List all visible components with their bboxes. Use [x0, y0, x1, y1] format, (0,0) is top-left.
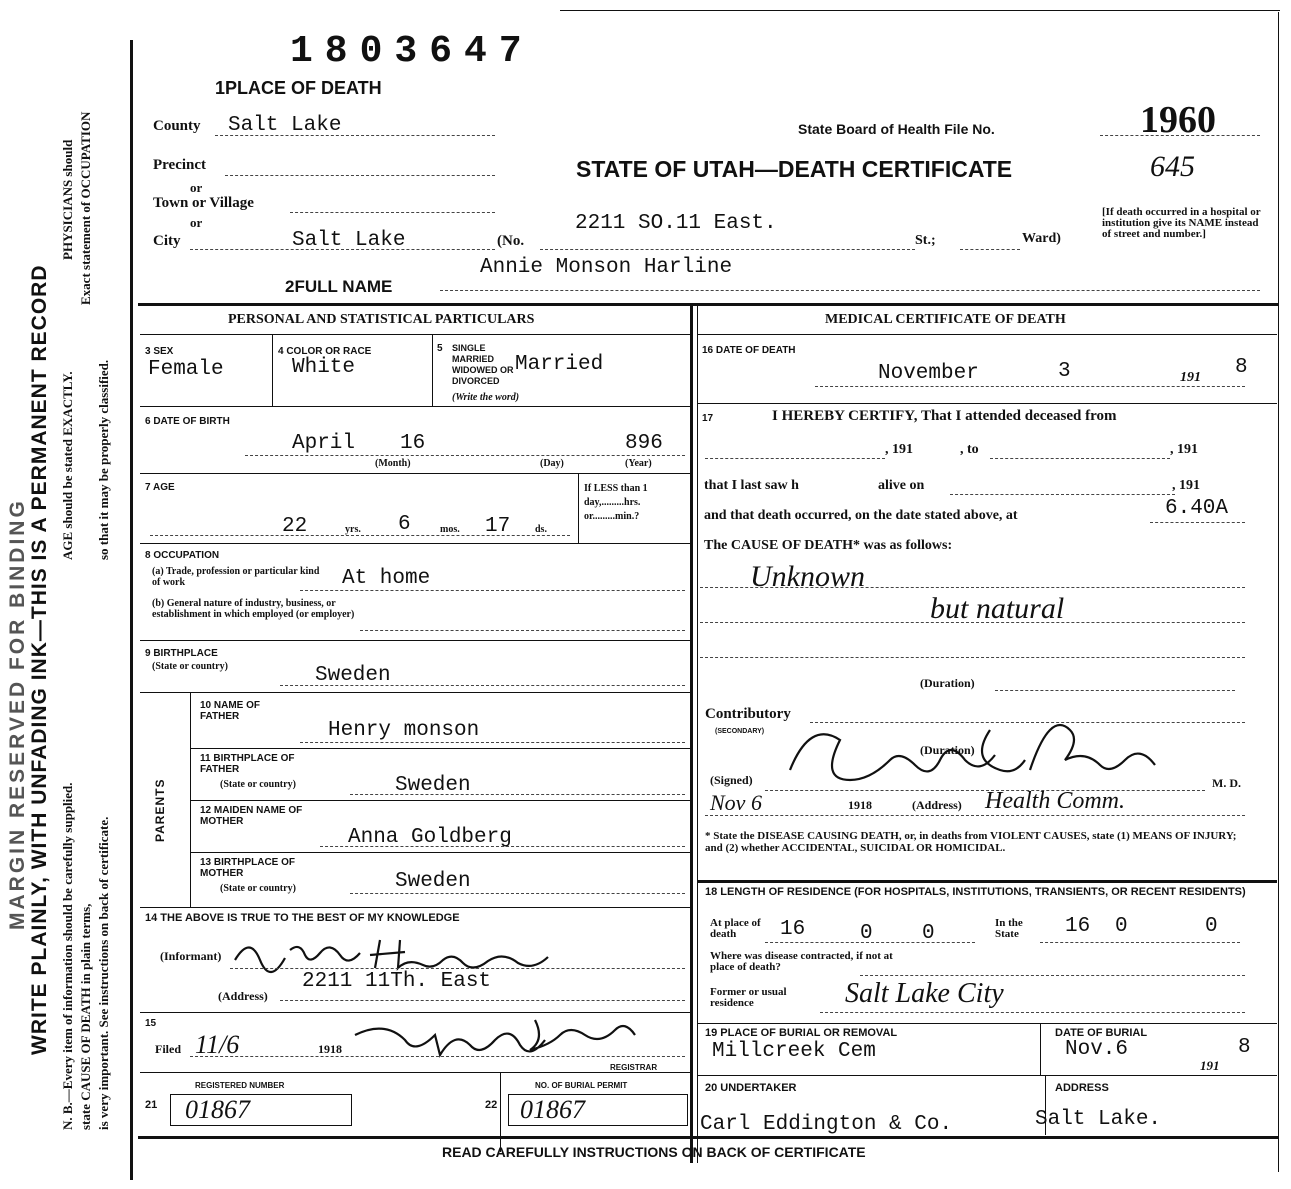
filed-divider — [500, 1072, 501, 1152]
top-border — [560, 10, 1280, 11]
signed-date-value: Nov 6 — [710, 790, 762, 815]
knowledge-label: 14 THE ABOVE IS TRUE TO THE BEST OF MY KNOWLEDGE — [145, 912, 460, 924]
dob-day-value: 16 — [400, 432, 426, 455]
burial-year-prefix: 191 — [1200, 1058, 1220, 1073]
attended-year-a: , 191 — [885, 442, 913, 457]
margin-nb-text-1: N. B.—Every item of information should be carefully supplied. — [60, 782, 75, 1130]
file-no-value: 1960 — [1140, 99, 1216, 141]
left-rule-6 — [140, 692, 690, 693]
death-month-value: November — [878, 362, 979, 385]
duration-line-1 — [995, 690, 1235, 691]
father-line — [300, 742, 685, 743]
center-divider-2 — [697, 303, 698, 1163]
place-line — [765, 942, 975, 943]
cause-footnote: * State the DISEASE CAUSING DEATH, or, in deaths from VIOLENT CAUSES, state (1) MEANS OF INJURY; and (2) whether ACCIDENTAL, SUICIDAL OR HOMICIDAL. — [705, 830, 1237, 854]
occupation-b-line — [360, 630, 685, 631]
margin-binding-text: MARGIN RESERVED FOR BINDING — [6, 498, 29, 930]
state-years-value: 16 — [1065, 915, 1091, 938]
age-days-value: 17 — [485, 515, 511, 538]
place-years-value: 16 — [780, 918, 806, 941]
signed-address-label: (Address) — [912, 798, 962, 812]
marital-value: Married — [515, 353, 604, 376]
burial-date-value: Nov.6 — [1065, 1038, 1129, 1061]
undertaker-label: 20 UNDERTAKER — [705, 1082, 797, 1094]
margin-permanent-record-text: WRITE PLAINLY, WITH UNFADING INK—THIS IS A PERMANENT RECORD — [28, 264, 51, 1055]
father-value: Henry monson — [328, 719, 480, 742]
mother-name-line — [320, 846, 685, 847]
where-contracted-label: Where was disease contracted, if not at place of death? — [710, 950, 893, 973]
informant-address-value: 2211 11Th. East — [302, 970, 492, 993]
marital-label: SINGLE MARRIED WIDOWED OR DIVORCED — [452, 343, 514, 386]
color-marital-divider — [432, 334, 433, 406]
or-label-2: or — [190, 215, 203, 230]
left-rule-10 — [140, 907, 690, 908]
county-label: County — [153, 118, 201, 134]
death-time-value: 6.40A — [1165, 497, 1229, 520]
place-months-value: 0 — [860, 922, 873, 945]
father-birthplace-line — [350, 794, 685, 795]
dob-month-value: April — [292, 432, 356, 455]
former-residence-label: Former or usual residence — [710, 986, 787, 1009]
burial-permit-value: 01867 — [520, 1095, 585, 1124]
st-label: St.; — [915, 233, 936, 248]
state-line — [1040, 942, 1240, 943]
margin-nb-text-2: state CAUSE OF DEATH in plain terms, — [78, 903, 93, 1130]
parents-label: PARENTS — [153, 778, 167, 842]
registered-number-num: 21 — [145, 1099, 158, 1111]
left-margin-rule — [130, 40, 133, 1180]
left-rule-8 — [190, 800, 690, 801]
left-rule-2 — [140, 406, 690, 407]
if-less-note: If LESS than 1 day,.........hrs. or.........min.? — [584, 483, 648, 522]
signed-address-value: Health Comm. — [985, 788, 1125, 814]
birthplace-line — [280, 685, 685, 686]
age-mos-caption: mos. — [440, 524, 460, 535]
signed-year: 1918 — [848, 798, 872, 812]
at-place-label: At place of death — [710, 917, 761, 940]
informant-label: (Informant) — [160, 949, 222, 963]
section-top-rule — [138, 303, 1278, 306]
death-occurred-text: and that death occurred, on the date stated above, at — [704, 508, 1018, 523]
burial-place-label: 19 PLACE OF BURIAL OR REMOVAL — [705, 1027, 898, 1039]
informant-address-label: (Address) — [218, 989, 268, 1003]
left-rule-3 — [140, 473, 690, 474]
signed-label: (Signed) — [710, 773, 753, 787]
color-label: 4 COLOR OR RACE — [278, 346, 372, 357]
mother-name-value: Anna Goldberg — [348, 826, 512, 849]
full-name-line — [440, 290, 1260, 291]
left-rule-9 — [190, 852, 690, 853]
duration-label-1: (Duration) — [920, 676, 975, 690]
left-rule-12 — [140, 1072, 690, 1073]
sex-value: Female — [148, 358, 224, 381]
alive-on-line — [950, 494, 1175, 495]
dob-month-caption: (Month) — [375, 458, 411, 469]
registrar-signature — [350, 1015, 660, 1060]
file-no-line — [1100, 135, 1260, 136]
dob-year-caption: (Year) — [625, 458, 652, 469]
personal-section-title: PERSONAL AND STATISTICAL PARTICULARS — [228, 312, 535, 327]
mother-name-label: 12 MAIDEN NAME OF MOTHER — [200, 805, 303, 827]
filed-value: 11/6 — [195, 1030, 240, 1059]
certificate-number: 1803647 — [290, 30, 534, 73]
cause-rule-1 — [700, 587, 1245, 588]
city-label: City — [153, 233, 181, 249]
left-rule-11 — [140, 1012, 690, 1013]
burial-date-divider — [1040, 1023, 1041, 1075]
death-time-line — [1150, 522, 1245, 523]
alive-on-label: alive on — [878, 478, 925, 493]
ward-line — [960, 249, 1020, 250]
dob-label: 6 DATE OF BIRTH — [145, 416, 230, 427]
cause-rule-3 — [700, 657, 1245, 658]
alive-on-year: , 191 — [1172, 478, 1200, 493]
sex-color-divider — [272, 334, 273, 406]
state-days-value: 0 — [1205, 915, 1218, 938]
death-year-prefix: 191 — [1180, 370, 1201, 385]
street-address-value: 2211 SO.11 East. — [575, 212, 777, 235]
occupation-line — [300, 590, 685, 591]
parents-divider — [190, 692, 191, 907]
file-no-extra: 645 — [1150, 150, 1195, 183]
birthplace-label: 9 BIRTHPLACE — [145, 648, 218, 659]
cause-heading: The CAUSE OF DEATH* was as follows: — [704, 538, 953, 553]
occupation-b-note: (b) General nature of industry, business, or establishment in which employed (or employer) — [152, 598, 355, 620]
bottom-rule — [138, 1136, 1278, 1139]
burial-permit-label: NO. OF BURIAL PERMIT — [535, 1081, 628, 1090]
filed-line — [190, 1056, 685, 1057]
left-rule-1 — [140, 334, 690, 335]
left-rule-7 — [190, 748, 690, 749]
death-date-label: 16 DATE OF DEATH — [702, 345, 796, 356]
place-of-death-label: 1PLACE OF DEATH — [215, 78, 382, 98]
footer-instructions: READ CAREFULLY INSTRUCTIONS ON BACK OF CERTIFICATE — [442, 1144, 866, 1160]
physician-signature — [770, 710, 1180, 795]
right-rule-3 — [697, 880, 1277, 883]
color-value: White — [292, 356, 356, 379]
cause-rule-2 — [700, 622, 1245, 623]
attended-year-b: , 191 — [1170, 442, 1198, 457]
birthplace-sub: (State or country) — [152, 661, 228, 672]
right-rule-1 — [697, 334, 1277, 335]
mother-birthplace-sub: (State or country) — [220, 883, 296, 894]
county-value: Salt Lake — [228, 114, 342, 137]
filed-year: 1918 — [318, 1042, 342, 1056]
father-birthplace-sub: (State or country) — [220, 779, 296, 790]
age-ds-caption: ds. — [535, 524, 547, 535]
margin-nb-text-3: is very important. See instructions on back of certificate. — [96, 816, 111, 1130]
city-line — [190, 249, 495, 250]
precinct-line — [225, 175, 495, 176]
attended-to-line — [990, 458, 1170, 459]
or-label-1: or — [190, 180, 203, 195]
margin-age-text-2: so that it may be properly classified. — [96, 359, 111, 560]
age-months-value: 6 — [398, 513, 411, 536]
undertaker-address-value: Salt Lake. — [1035, 1108, 1162, 1131]
signed-address-line — [705, 815, 1245, 816]
certificate-title: STATE OF UTAH—DEATH CERTIFICATE — [576, 156, 1013, 182]
medical-section-title: MEDICAL CERTIFICATE OF DEATH — [825, 312, 1066, 327]
filed-label: Filed — [155, 1042, 181, 1056]
undertaker-value: Carl Eddington & Co. — [700, 1113, 953, 1136]
where-contracted-line — [860, 975, 1245, 976]
left-rule-5 — [140, 640, 690, 641]
secondary-label: (SECONDARY) — [715, 728, 765, 735]
mother-birthplace-line — [350, 893, 685, 894]
marital-number: 5 — [437, 343, 443, 354]
death-day-value: 3 — [1058, 360, 1071, 383]
county-line — [215, 135, 495, 136]
registered-number-value: 01867 — [185, 1095, 250, 1124]
father-birthplace-value: Sweden — [395, 774, 471, 797]
duration-label-2: (Duration) — [920, 743, 975, 757]
margin-physicians-text-1: PHYSICIANS should — [60, 139, 75, 260]
dob-year-value: 896 — [625, 432, 663, 455]
hospital-note: [If death occurred in a hospital or institution give its NAME instead of street and number.] — [1102, 206, 1261, 240]
place-days-value: 0 — [922, 922, 935, 945]
age-years-value: 22 — [282, 515, 308, 538]
burial-date-label: DATE OF BURIAL — [1055, 1027, 1148, 1039]
age-label: 7 AGE — [145, 482, 175, 493]
contributory-label: Contributory — [705, 706, 791, 722]
marital-write-note: (Write the word) — [452, 392, 520, 403]
registrar-label: REGISTRAR — [610, 1063, 658, 1072]
undertaker-address-label: ADDRESS — [1055, 1082, 1109, 1094]
burial-permit-num: 22 — [485, 1099, 498, 1111]
burial-year-digit: 8 — [1238, 1036, 1251, 1059]
sex-label: 3 SEX — [145, 346, 174, 357]
no-label: (No. — [497, 233, 525, 249]
informant-line — [230, 968, 685, 969]
former-residence-line — [820, 1012, 1245, 1013]
right-rule-2 — [697, 403, 1277, 404]
right-rule-5 — [697, 1075, 1277, 1076]
cause-line-1: Unknown — [750, 560, 865, 593]
full-name-label: 2FULL NAME — [285, 277, 393, 296]
center-divider — [690, 303, 693, 1163]
age-line — [150, 535, 570, 536]
left-rule-4 — [140, 543, 690, 544]
last-saw-label: that I last saw h — [704, 478, 799, 493]
dob-day-caption: (Day) — [540, 458, 564, 469]
father-birthplace-label: 11 BIRTHPLACE OF FATHER — [200, 753, 295, 775]
residence-label: 18 LENGTH OF RESIDENCE (FOR HOSPITALS, INSTITUTIONS, TRANSIENTS, OR RECENT RESIDENTS) — [705, 886, 1246, 898]
occupation-label: 8 OCCUPATION — [145, 550, 220, 561]
birthplace-value: Sweden — [315, 664, 391, 687]
former-residence-value: Salt Lake City — [845, 978, 1004, 1009]
death-year-digit: 8 — [1235, 356, 1248, 379]
right-border — [1278, 12, 1279, 1172]
occupation-value: At home — [342, 567, 431, 590]
town-line — [290, 212, 495, 213]
dob-line — [245, 455, 685, 456]
certify-text: I HEREBY CERTIFY, That I attended deceased from — [772, 408, 1117, 424]
margin-physicians-text-2: Exact statement of OCCUPATION — [78, 111, 93, 305]
ward-label: Ward) — [1022, 231, 1061, 246]
full-name-value: Annie Monson Harline — [480, 256, 733, 279]
in-state-label: In the State — [995, 917, 1023, 940]
filed-number: 15 — [145, 1018, 157, 1029]
cause-line-2: but natural — [930, 592, 1065, 625]
mother-birthplace-value: Sweden — [395, 870, 471, 893]
state-months-value: 0 — [1115, 915, 1128, 938]
informant-address-line — [280, 1000, 685, 1001]
file-no-label: State Board of Health File No. — [798, 121, 995, 137]
burial-place-value: Millcreek Cem — [712, 1040, 876, 1063]
death-date-line — [815, 386, 1245, 387]
margin-age-text-1: AGE should be stated EXACTLY. — [60, 371, 75, 560]
registered-number-label: REGISTERED NUMBER — [195, 1081, 285, 1090]
city-value: Salt Lake — [292, 229, 406, 252]
town-label: Town or Village — [153, 195, 254, 211]
mother-birthplace-label: 13 BIRTHPLACE OF MOTHER — [200, 857, 296, 879]
md-label: M. D. — [1212, 776, 1241, 790]
attended-from-line — [705, 458, 885, 459]
precinct-label: Precinct — [153, 157, 207, 173]
certify-number: 17 — [702, 413, 714, 424]
occupation-a-note: (a) Trade, profession or particular kind of work — [152, 566, 320, 588]
age-less-divider — [578, 473, 579, 543]
father-label: 10 NAME OF FATHER — [200, 700, 261, 722]
right-rule-4 — [697, 1023, 1277, 1024]
to-label: , to — [960, 442, 979, 457]
street-line — [540, 249, 915, 250]
age-yrs-caption: yrs. — [345, 524, 361, 535]
